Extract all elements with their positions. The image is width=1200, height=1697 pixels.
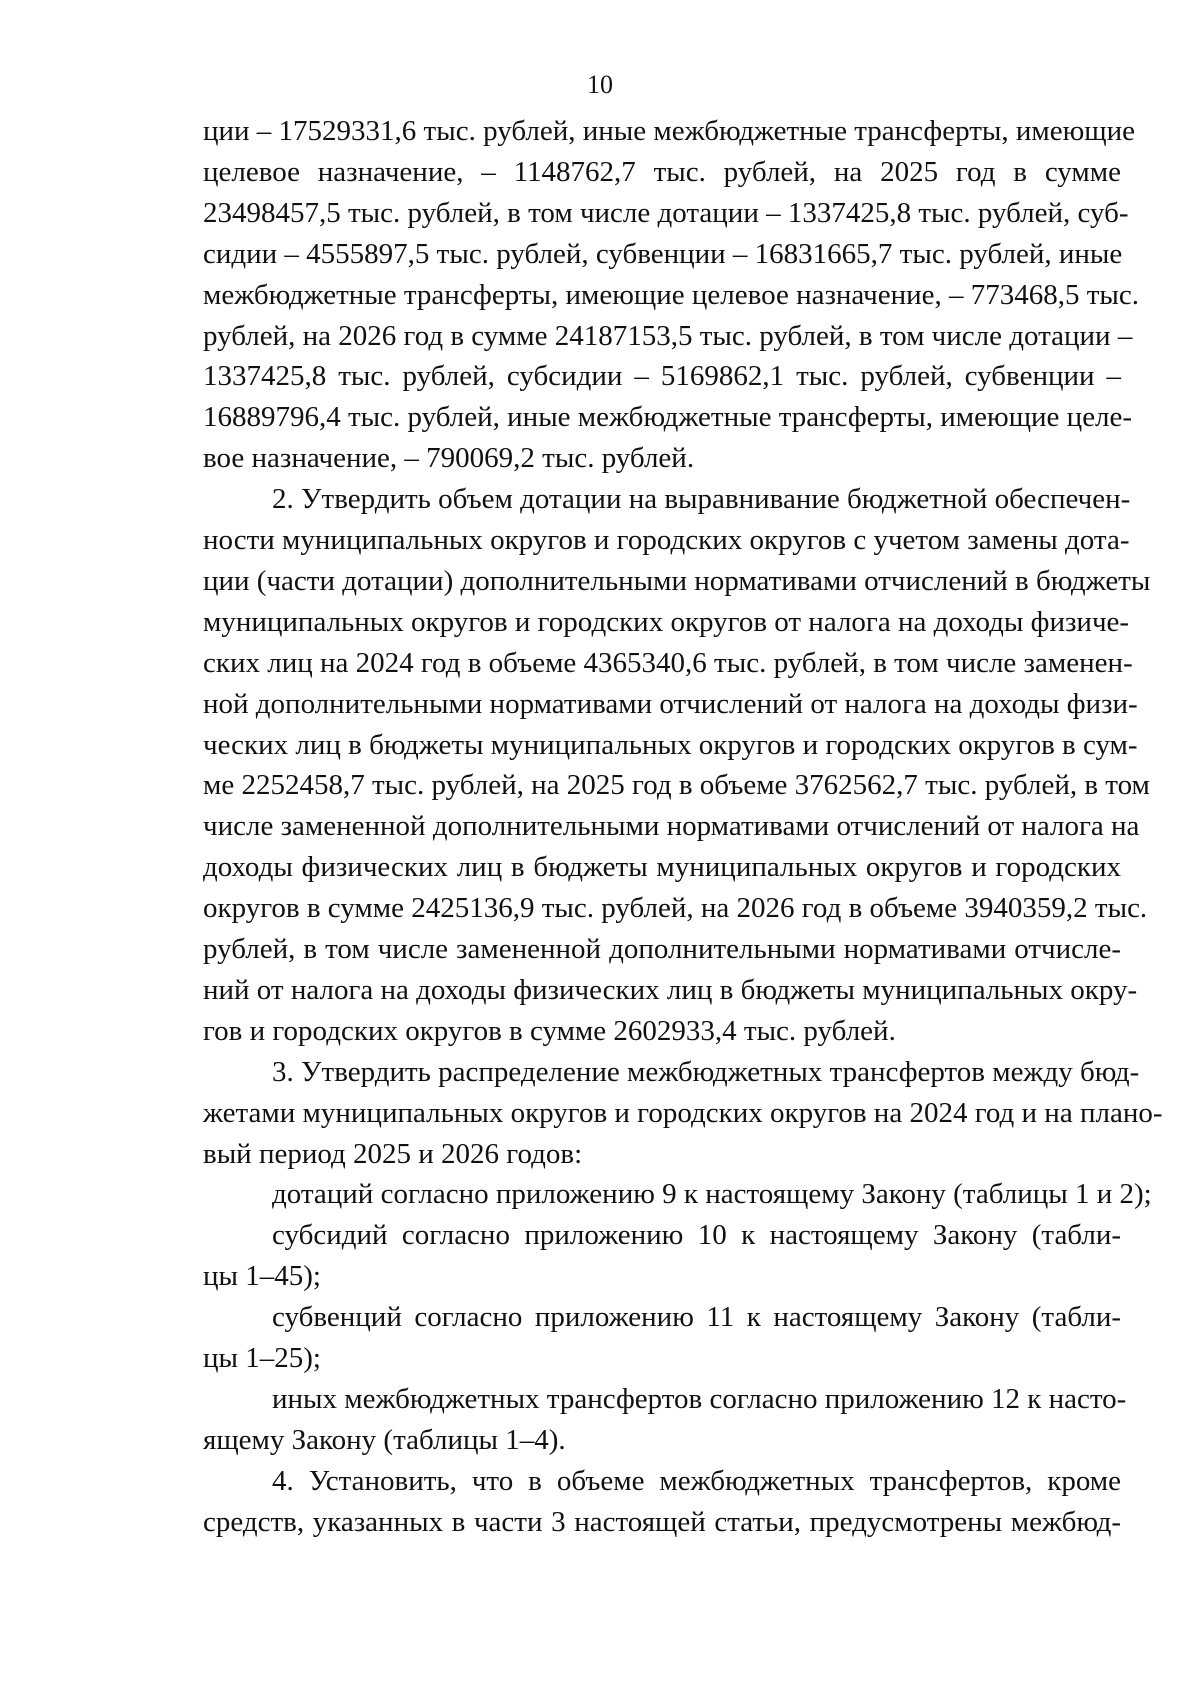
text-line: 3. Утвердить распределение межбюджетных трансфертов между бюд- [272,1055,1140,1088]
text-line: рублей, в том числе замененной дополнительными нормативами отчисле- [203,933,1121,965]
page-number: 10 [587,70,613,99]
text-line: ности муниципальных округов и городских округов с учетом замены дота- [203,524,1130,556]
text-line: числе замененной дополнительными нормативами отчислений от налога на [203,810,1140,843]
text-line: рублей, на 2026 год в сумме 24187153,5 тыс. рублей, в том числе дотации – [203,319,1133,352]
text-line: субвенций согласно приложению 11 к настоящему Закону (табли- [272,1301,1121,1334]
text-line: ний от налога на доходы физических лиц в бюджеты муниципальных окру- [203,973,1138,1006]
text-line: иных межбюджетных трансфертов согласно приложению 12 к насто- [272,1382,1127,1415]
text-line: 2. Утвердить объем дотации на выравнивание бюджетной обеспечен- [272,483,1131,516]
text-line: ной дополнительными нормативами отчислений от налога на доходы физи- [203,687,1138,720]
text-line: ящему Закону (таблицы 1–4). [203,1423,566,1456]
text-line: вый период 2025 и 2026 годов: [203,1137,583,1170]
text-line: вое назначение, – 790069,2 тыс. рублей. [203,442,695,475]
text-line: целевое назначение, – 1148762,7 тыс. рублей, на 2025 год в сумме [203,155,1121,188]
text-line: муниципальных округов и городских округов от налога на доходы физиче- [203,605,1130,638]
text-line: субсидий согласно приложению 10 к настоящему Закону (табли- [272,1219,1121,1252]
text-line: округов в сумме 2425136,9 тыс. рублей, на 2026 год в объеме 3940359,2 тыс. [203,892,1148,925]
text-line: дотаций согласно приложению 9 к настоящему Закону (таблицы 1 и 2); [272,1178,1152,1211]
text-line: ции (части дотации) дополнительными нормативами отчислений в бюджеты [203,564,1151,597]
text-line: доходы физических лиц в бюджеты муниципальных округов и городских [203,851,1121,884]
text-line: межбюджетные трансферты, имеющие целевое назначение, – 773468,5 тыс. [203,278,1140,311]
text-line: цы 1–25); [203,1342,321,1374]
text-line: гов и городских округов в сумме 2602933,4 тыс. рублей. [203,1014,896,1047]
text-line: ческих лиц в бюджеты муниципальных округов и городских округов в сум- [203,728,1138,761]
text-line: 23498457,5 тыс. рублей, в том числе дотации – 1337425,8 тыс. рублей, суб- [203,196,1129,229]
text-line: сидии – 4555897,5 тыс. рублей, субвенции – 16831665,7 тыс. рублей, иные [203,237,1123,270]
text-line: 1337425,8 тыс. рублей, субсидии – 5169862,1 тыс. рублей, субвенции – [203,360,1121,393]
text-line: 4. Установить, что в объеме межбюджетных трансфертов, кроме [272,1464,1121,1497]
text-line: 16889796,4 тыс. рублей, иные межбюджетные трансферты, имеющие целе- [203,401,1133,434]
text-line: ции – 17529331,6 тыс. рублей, иные межбюджетные трансферты, имеющие [203,115,1135,147]
text-line: средств, указанных в части 3 настоящей статьи, предусмотрены межбюд- [203,1505,1121,1538]
text-line: ме 2252458,7 тыс. рублей, на 2025 год в объеме 3762562,7 тыс. рублей, в том [203,769,1150,802]
text-line: ских лиц на 2024 год в объеме 4365340,6 тыс. рублей, в том числе заменен- [203,646,1133,679]
text-line: жетами муниципальных округов и городских округов на 2024 год и на плано- [203,1096,1163,1129]
text-line: цы 1–45); [203,1260,321,1293]
